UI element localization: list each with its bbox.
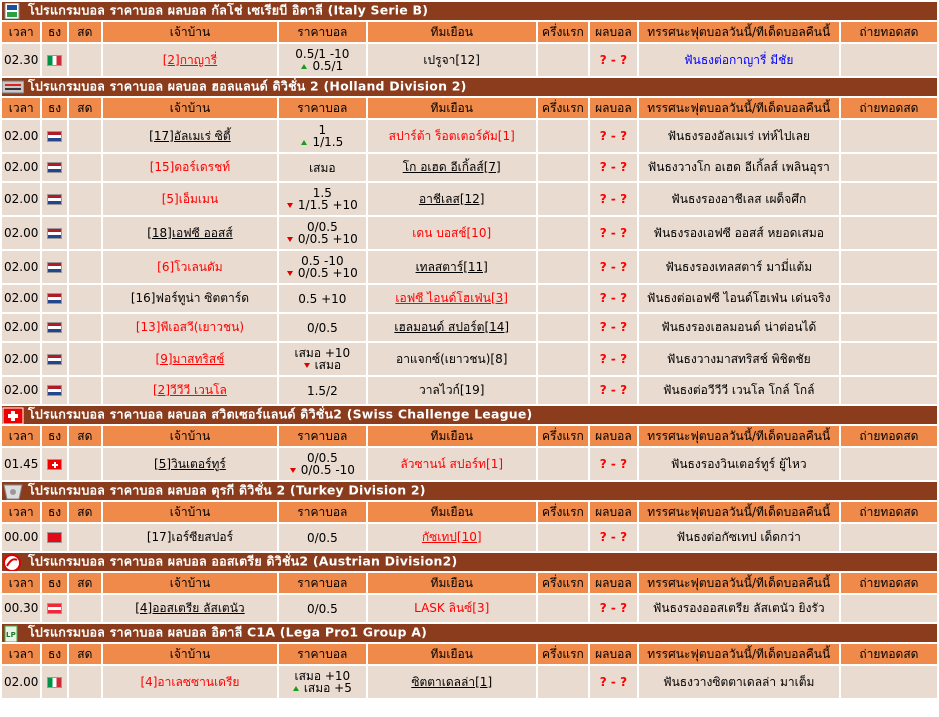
match-home[interactable]: [13]พีเอสวี(เยาวชน) [103, 314, 277, 341]
match-time: 01.45 [2, 448, 40, 480]
col-home: เจ้าบ้าน [103, 502, 277, 522]
match-away[interactable]: วาลไวก์[19] [368, 377, 536, 404]
match-broadcast [841, 251, 937, 283]
match-flag [42, 183, 66, 215]
match-half [538, 251, 589, 283]
match-flag [42, 524, 66, 551]
match-tip[interactable]: ฟันธงต่อวีวีวี เวนโล โกล์ โกล์ [639, 377, 839, 404]
match-away[interactable]: กัซเทป[10] [368, 524, 536, 551]
match-flag [42, 377, 66, 404]
match-time: 02.00 [2, 666, 40, 698]
match-away[interactable]: เปรูจา[12] [368, 44, 536, 76]
col-away: ทีมเยือน [368, 22, 536, 42]
match-live [69, 217, 101, 249]
flag-at-icon [47, 603, 62, 614]
match-home[interactable]: [17]เอร์ซียสปอร์ [103, 524, 277, 551]
odds-line-1: 0.5 +10 [298, 291, 347, 306]
col-half: ครึ่งแรก [538, 573, 589, 593]
league-header[interactable] [2, 2, 937, 20]
match-odds [279, 666, 366, 698]
flag-it-icon [47, 677, 62, 688]
match-away[interactable]: LASK ลินซ์[3] [368, 595, 536, 622]
match-live [69, 285, 101, 312]
match-tip[interactable]: ฟันธงรองอาชีเลส เผด็จศึก [639, 183, 839, 215]
odds-line-1: 0/0.5 [306, 320, 338, 335]
flag-nl-icon [47, 194, 62, 205]
match-away[interactable]: เดน บอสช์[10] [368, 217, 536, 249]
match-time: 02.00 [2, 183, 40, 215]
flag-nl-icon [47, 322, 62, 333]
match-odds [279, 251, 366, 283]
column-header-row [2, 426, 937, 446]
match-score: ? - ? [590, 120, 637, 152]
col-half: ครึ่งแรก [538, 644, 589, 664]
match-half [538, 377, 589, 404]
match-row [2, 154, 937, 181]
match-score: ? - ? [590, 595, 637, 622]
match-broadcast [841, 44, 937, 76]
match-flag [42, 285, 66, 312]
match-live [69, 595, 101, 622]
match-broadcast [841, 314, 937, 341]
col-live: สด [69, 426, 101, 446]
col-odds: ราคาบอล [279, 502, 366, 522]
col-broadcast: ถ่ายทอดสด [841, 644, 937, 664]
match-tip[interactable]: ฟันธงรองออสเตรีย ลัสเตนัว ยิงรัว [639, 595, 839, 622]
flag-it-icon [47, 55, 62, 66]
match-row [2, 524, 937, 551]
odds-line-2 [279, 359, 366, 371]
league-header-row [2, 482, 937, 500]
league-title[interactable]: โปรแกรมบอล ราคาบอล ผลบอล ตุรกี ดิวิชั่น 2 (Turkey Division 2) [28, 482, 426, 498]
league-header-row [2, 78, 937, 96]
col-result: ผลบอล [590, 502, 637, 522]
odds-line-2-text: เสมอ [314, 358, 342, 372]
match-home[interactable]: [2]กาญารี่ [103, 44, 277, 76]
match-odds [279, 314, 366, 341]
match-half [538, 44, 589, 76]
odds-up-arrow-icon [301, 64, 307, 69]
match-flag [42, 120, 66, 152]
flag-tr-icon [47, 532, 62, 543]
match-away[interactable]: เอฟซี ไอนด์โฮเฟ่น[3] [368, 285, 536, 312]
flag-nl-icon [47, 354, 62, 365]
match-row [2, 251, 937, 283]
odds-down-arrow-icon [287, 237, 293, 242]
match-odds [279, 524, 366, 551]
match-row [2, 377, 937, 404]
odds-up-arrow-icon [301, 140, 307, 145]
odds-line-1: 0.5/1 -10 [295, 47, 350, 61]
match-time: 02.00 [2, 343, 40, 375]
match-away[interactable]: ซิตตาเดลล่า[1] [368, 666, 536, 698]
column-header-row [2, 573, 937, 593]
league-header-row [2, 2, 937, 20]
col-tip: ทรรศนะฟุตบอลวันนี้/ทีเด็ดบอลคืนนี้ [639, 98, 839, 118]
league-header[interactable] [2, 406, 937, 424]
col-away: ทีมเยือน [368, 98, 536, 118]
match-broadcast [841, 448, 937, 480]
odds-line-2 [279, 267, 366, 279]
match-odds [279, 44, 366, 76]
league-header[interactable] [2, 553, 937, 571]
match-time: 02.00 [2, 251, 40, 283]
odds-down-arrow-icon [287, 203, 293, 208]
col-half: ครึ่งแรก [538, 502, 589, 522]
match-score: ? - ? [590, 524, 637, 551]
col-live: สด [69, 644, 101, 664]
match-away[interactable]: อาชีเลส[12] [368, 183, 536, 215]
col-home: เจ้าบ้าน [103, 644, 277, 664]
match-tip[interactable]: ฟันธงรองเอฟซี ออสส์ หยอดเสมอ [639, 217, 839, 249]
lega-pro-logo-icon [2, 625, 24, 641]
match-odds [279, 285, 366, 312]
flag-nl-icon [47, 262, 62, 273]
match-flag [42, 251, 66, 283]
col-half: ครึ่งแรก [538, 22, 589, 42]
col-flag: ธง [42, 426, 66, 446]
col-flag: ธง [42, 502, 66, 522]
col-time: เวลา [2, 426, 40, 446]
match-half [538, 595, 589, 622]
odds-line-1: 1 [318, 123, 327, 137]
match-away[interactable]: เฮลมอนด์ สปอร์ต[14] [368, 314, 536, 341]
match-row [2, 120, 937, 152]
odds-line-2-text: 0.5/1 [312, 59, 344, 73]
match-odds [279, 377, 366, 404]
col-away: ทีมเยือน [368, 426, 536, 446]
match-row [2, 314, 937, 341]
match-home[interactable]: [9]มาสทริสช์ [103, 343, 277, 375]
odds-line-2 [279, 60, 366, 72]
match-live [69, 666, 101, 698]
col-result: ผลบอล [590, 644, 637, 664]
match-home[interactable]: [18]เอฟซี ออสส์ [103, 217, 277, 249]
league-header[interactable] [2, 482, 937, 500]
svg-text:LP: LP [6, 631, 16, 639]
match-home[interactable]: [4]ออสเตรีย ลัสเตนัว [103, 595, 277, 622]
match-tip[interactable]: ฟันธงต่อกัซเทป เด็ดกว่า [639, 524, 839, 551]
col-result: ผลบอล [590, 98, 637, 118]
odds-line-2 [279, 464, 366, 476]
match-half [538, 343, 589, 375]
match-live [69, 448, 101, 480]
odds-line-2-text: 1/1.5 +10 [297, 198, 358, 212]
odds-line-1: 0/0.5 [306, 220, 338, 234]
match-tip[interactable]: ฟันธงรองเฮลมอนด์ น่าต่อนได้ [639, 314, 839, 341]
match-live [69, 251, 101, 283]
odds-line-2 [279, 136, 366, 148]
odds-line-1: 0/0.5 [306, 530, 338, 545]
match-home[interactable]: [5]เอ็มเมน [103, 183, 277, 215]
league-title[interactable]: โปรแกรมบอล ราคาบอล ผลบอล ออสเตรีย ดิวิชั่น2 (Austrian Division2) [28, 553, 458, 569]
match-home[interactable]: [15]ดอร์เดรชท์ [103, 154, 277, 181]
match-flag [42, 154, 66, 181]
col-flag: ธง [42, 98, 66, 118]
col-broadcast: ถ่ายทอดสด [841, 98, 937, 118]
column-header-row [2, 22, 937, 42]
italy-serie-b-logo-icon [2, 3, 24, 19]
match-row [2, 666, 937, 698]
column-header-row [2, 98, 937, 118]
col-home: เจ้าบ้าน [103, 426, 277, 446]
match-broadcast [841, 183, 937, 215]
match-live [69, 524, 101, 551]
col-home: เจ้าบ้าน [103, 22, 277, 42]
col-away: ทีมเยือน [368, 502, 536, 522]
match-away[interactable]: เทลสตาร์[11] [368, 251, 536, 283]
match-flag [42, 44, 66, 76]
match-tip[interactable]: ฟันธงต่อเอฟซี ไอนด์โฮเฟ่น เด่นจริง [639, 285, 839, 312]
odds-line-1: เสมอ +10 [294, 346, 351, 360]
col-flag: ธง [42, 22, 66, 42]
match-row [2, 285, 937, 312]
match-broadcast [841, 285, 937, 312]
match-half [538, 666, 589, 698]
col-broadcast: ถ่ายทอดสด [841, 502, 937, 522]
flag-nl-icon [47, 293, 62, 304]
turkey-division-logo-icon [2, 483, 24, 499]
flag-nl-icon [47, 385, 62, 396]
column-header-row [2, 644, 937, 664]
odds-line-2 [279, 233, 366, 245]
match-score: ? - ? [590, 314, 637, 341]
odds-line-2-text: 0/0.5 +10 [297, 232, 358, 246]
match-broadcast [841, 217, 937, 249]
odds-down-arrow-icon [287, 271, 293, 276]
col-half: ครึ่งแรก [538, 98, 589, 118]
col-home: เจ้าบ้าน [103, 98, 277, 118]
col-broadcast: ถ่ายทอดสด [841, 22, 937, 42]
match-half [538, 154, 589, 181]
col-result: ผลบอล [590, 426, 637, 446]
match-broadcast [841, 524, 937, 551]
match-row [2, 183, 937, 215]
odds-line-1: เสมอ [309, 160, 336, 175]
league-header-row [2, 406, 937, 424]
col-tip: ทรรศนะฟุตบอลวันนี้/ทีเด็ดบอลคืนนี้ [639, 573, 839, 593]
match-row [2, 448, 937, 480]
league-title[interactable]: โปรแกรมบอล ราคาบอล ผลบอล ฮอลแลนด์ ดิวิชั่น 2 (Holland Division 2) [28, 78, 467, 94]
match-live [69, 120, 101, 152]
col-broadcast: ถ่ายทอดสด [841, 426, 937, 446]
col-result: ผลบอล [590, 22, 637, 42]
match-time: 02.00 [2, 154, 40, 181]
match-tip[interactable]: ฟันธงวางโก อเฮด อีเกิ้ลส์ เพลินอุรา [639, 154, 839, 181]
match-time: 02.00 [2, 377, 40, 404]
match-score: ? - ? [590, 217, 637, 249]
match-tip[interactable]: ฟันธงวางซิตตาเดลล่า มาเต็ม [639, 666, 839, 698]
match-live [69, 343, 101, 375]
swiss-league-logo-icon [2, 407, 24, 423]
odds-line-2 [279, 199, 366, 211]
match-score: ? - ? [590, 285, 637, 312]
match-half [538, 120, 589, 152]
col-tip: ทรรศนะฟุตบอลวันนี้/ทีเด็ดบอลคืนนี้ [639, 644, 839, 664]
flag-nl-icon [47, 131, 62, 142]
match-home[interactable]: [4]อาเลซซานเดรีย [103, 666, 277, 698]
match-time: 02.00 [2, 285, 40, 312]
match-tip[interactable]: ฟันธงรองอัลเมเร่ เท่ห์ไปเลย [639, 120, 839, 152]
odds-line-1: 1.5 [312, 186, 332, 200]
col-odds: ราคาบอล [279, 573, 366, 593]
match-home[interactable]: [16]ฟอร์ทูน่า ซิตตาร์ด [103, 285, 277, 312]
odds-down-arrow-icon [290, 468, 296, 473]
match-row [2, 217, 937, 249]
match-odds [279, 595, 366, 622]
match-flag [42, 343, 66, 375]
match-time: 02.30 [2, 44, 40, 76]
match-score: ? - ? [590, 666, 637, 698]
match-odds [279, 217, 366, 249]
match-odds [279, 448, 366, 480]
austrian-division-logo-icon [2, 554, 24, 570]
flag-nl-icon [47, 162, 62, 173]
match-broadcast [841, 154, 937, 181]
match-odds [279, 154, 366, 181]
match-half [538, 448, 589, 480]
odds-line-1: 1.5/2 [306, 383, 338, 398]
col-tip: ทรรศนะฟุตบอลวันนี้/ทีเด็ดบอลคืนนี้ [639, 502, 839, 522]
col-live: สด [69, 502, 101, 522]
match-half [538, 524, 589, 551]
match-live [69, 377, 101, 404]
match-flag [42, 666, 66, 698]
match-score: ? - ? [590, 448, 637, 480]
match-flag [42, 595, 66, 622]
col-odds: ราคาบอล [279, 98, 366, 118]
match-away[interactable]: อาแจกซ์(เยาวชน)[8] [368, 343, 536, 375]
match-broadcast [841, 666, 937, 698]
match-time: 02.00 [2, 314, 40, 341]
odds-line-2 [279, 682, 366, 694]
odds-line-1: เสมอ +10 [294, 669, 351, 683]
col-odds: ราคาบอล [279, 22, 366, 42]
match-time: 00.00 [2, 524, 40, 551]
league-header[interactable] [2, 624, 937, 642]
league-title[interactable]: โปรแกรมบอล ราคาบอล ผลบอล สวิตเซอร์แลนด์ ดิวิชั่น2 (Swiss Challenge League) [28, 406, 533, 422]
odds-up-arrow-icon [293, 686, 299, 691]
col-live: สด [69, 573, 101, 593]
match-half [538, 217, 589, 249]
match-live [69, 154, 101, 181]
holland-division-logo-icon [2, 79, 24, 95]
match-row [2, 595, 937, 622]
match-score: ? - ? [590, 183, 637, 215]
match-home[interactable]: [6]โวเลนดัม [103, 251, 277, 283]
col-time: เวลา [2, 644, 40, 664]
match-home[interactable]: [17]อัลเมเร่ ซิตี้ [103, 120, 277, 152]
odds-line-2-text: 1/1.5 [312, 135, 344, 149]
match-home[interactable]: [5]วินเตอร์ทูร์ [103, 448, 277, 480]
col-away: ทีมเยือน [368, 573, 536, 593]
match-time: 02.00 [2, 120, 40, 152]
col-flag: ธง [42, 573, 66, 593]
odds-line-1: 0/0.5 [306, 451, 338, 465]
match-broadcast [841, 120, 937, 152]
match-live [69, 44, 101, 76]
match-tip[interactable]: ฟันธงรองวินเตอร์ทูร์ ยู้ไหว [639, 448, 839, 480]
col-time: เวลา [2, 573, 40, 593]
match-broadcast [841, 595, 937, 622]
match-broadcast [841, 377, 937, 404]
match-live [69, 183, 101, 215]
match-odds [279, 120, 366, 152]
flag-nl-icon [47, 228, 62, 239]
league-header-row [2, 624, 937, 642]
league-header-row [2, 553, 937, 571]
match-tip[interactable]: ฟันธงวางมาสทริสช์ พิชิตชัย [639, 343, 839, 375]
match-score: ? - ? [590, 154, 637, 181]
col-odds: ราคาบอล [279, 426, 366, 446]
match-odds [279, 183, 366, 215]
odds-line-1: 0/0.5 [306, 601, 338, 616]
match-home[interactable]: [2]วีวีวี เวนโล [103, 377, 277, 404]
league-title[interactable]: โปรแกรมบอล ราคาบอล ผลบอล อิตาลี C1A (Lega Pro1 Group A) [28, 624, 428, 640]
col-live: สด [69, 22, 101, 42]
col-time: เวลา [2, 502, 40, 522]
match-away[interactable]: ลัวซานน์ สปอร์ท[1] [368, 448, 536, 480]
match-broadcast [841, 343, 937, 375]
match-score: ? - ? [590, 44, 637, 76]
match-odds [279, 343, 366, 375]
league-title[interactable]: โปรแกรมบอล ราคาบอล ผลบอล กัลโช่ เซเรียบี อิตาลี (Italy Serie B) [28, 2, 429, 18]
match-time: 02.00 [2, 217, 40, 249]
match-half [538, 314, 589, 341]
match-live [69, 314, 101, 341]
match-score: ? - ? [590, 343, 637, 375]
match-flag [42, 448, 66, 480]
match-away[interactable]: สปาร์ต้า ร็อตเตอร์ดัม[1] [368, 120, 536, 152]
match-time: 00.30 [2, 595, 40, 622]
odds-line-2-text: เสมอ +5 [303, 681, 352, 695]
odds-line-1: 0.5 -10 [301, 254, 344, 268]
match-tip[interactable]: ฟันธงรองเทลสตาร์ มามี่แต้ม [639, 251, 839, 283]
col-half: ครึ่งแรก [538, 426, 589, 446]
col-odds: ราคาบอล [279, 644, 366, 664]
col-time: เวลา [2, 22, 40, 42]
column-header-row [2, 502, 937, 522]
col-home: เจ้าบ้าน [103, 573, 277, 593]
col-live: สด [69, 98, 101, 118]
col-broadcast: ถ่ายทอดสด [841, 573, 937, 593]
col-away: ทีมเยือน [368, 644, 536, 664]
match-score: ? - ? [590, 251, 637, 283]
match-away[interactable]: โก อเฮด อีเกิ้ลส์[7] [368, 154, 536, 181]
league-header[interactable] [2, 78, 937, 96]
match-row [2, 343, 937, 375]
col-tip: ทรรศนะฟุตบอลวันนี้/ทีเด็ดบอลคืนนี้ [639, 426, 839, 446]
col-result: ผลบอล [590, 573, 637, 593]
match-half [538, 183, 589, 215]
match-row [2, 44, 937, 76]
flag-ch-icon [47, 459, 62, 470]
col-tip: ทรรศนะฟุตบอลวันนี้/ทีเด็ดบอลคืนนี้ [639, 22, 839, 42]
odds-line-2-text: 0/0.5 -10 [300, 463, 355, 477]
match-flag [42, 217, 66, 249]
col-time: เวลา [2, 98, 40, 118]
odds-down-arrow-icon [304, 363, 310, 368]
odds-line-2-text: 0/0.5 +10 [297, 266, 358, 280]
match-flag [42, 314, 66, 341]
match-score: ? - ? [590, 377, 637, 404]
match-tip[interactable]: ฟันธงต่อกาญารี่ มีชัย [639, 44, 839, 76]
col-flag: ธง [42, 644, 66, 664]
match-half [538, 285, 589, 312]
